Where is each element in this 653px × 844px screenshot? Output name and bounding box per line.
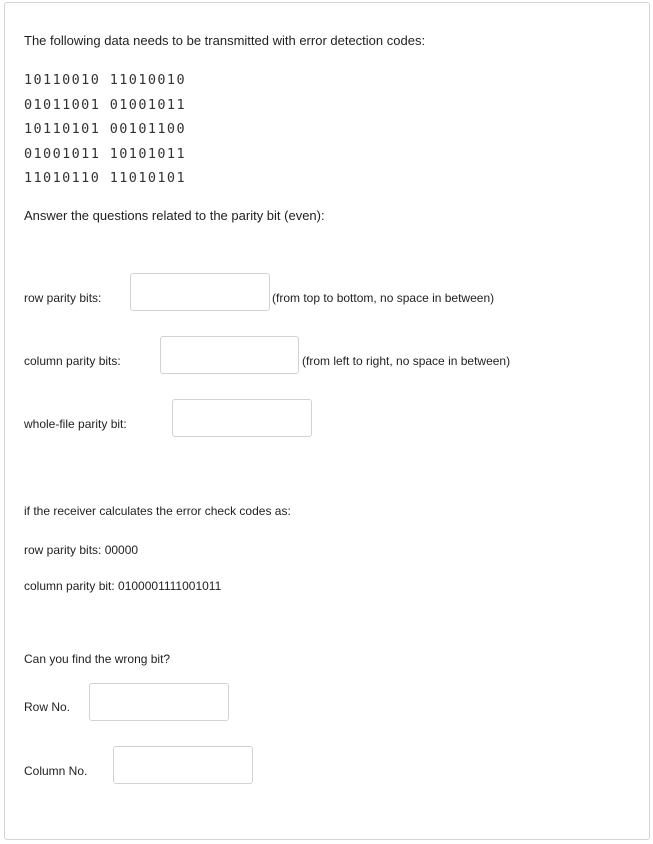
- column-number-label: Column No.: [24, 764, 88, 778]
- row-number-input[interactable]: [89, 683, 229, 721]
- receiver-intro: if the receiver calculates the error check codes as:: [24, 504, 291, 518]
- whole-file-parity-label: whole-file parity bit:: [24, 417, 127, 431]
- column-parity-hint: (from left to right, no space in between): [302, 354, 511, 368]
- data-line: 01011001 01001011: [24, 96, 186, 113]
- binary-data-block: [24, 68, 186, 191]
- data-line: 11010110 11010101: [24, 170, 186, 186]
- row-parity-hint: (from top to bottom, no space in between): [272, 291, 495, 305]
- receiver-row-parity: row parity bits: 00000: [24, 543, 139, 557]
- data-line: 10110010 11010010: [24, 72, 186, 88]
- whole-file-parity-input[interactable]: [172, 399, 312, 437]
- row-parity-label: row parity bits:: [24, 291, 102, 305]
- find-wrong-bit-question: Can you find the wrong bit?: [24, 652, 171, 666]
- data-line: 10110101 00101100: [24, 121, 186, 137]
- column-parity-label: column parity bits:: [24, 354, 121, 368]
- parity-question: Answer the questions related to the parity bit (even):: [24, 208, 325, 223]
- row-number-label: Row No.: [24, 700, 71, 714]
- receiver-column-parity: column parity bit: 0100001111001011: [24, 579, 222, 593]
- column-parity-input[interactable]: [160, 336, 299, 374]
- intro-text: The following data needs to be transmitted with error detection codes:: [24, 33, 426, 48]
- row-parity-input[interactable]: [130, 273, 270, 311]
- data-line: 01001011 10101011: [24, 145, 186, 162]
- column-number-input[interactable]: [113, 746, 253, 784]
